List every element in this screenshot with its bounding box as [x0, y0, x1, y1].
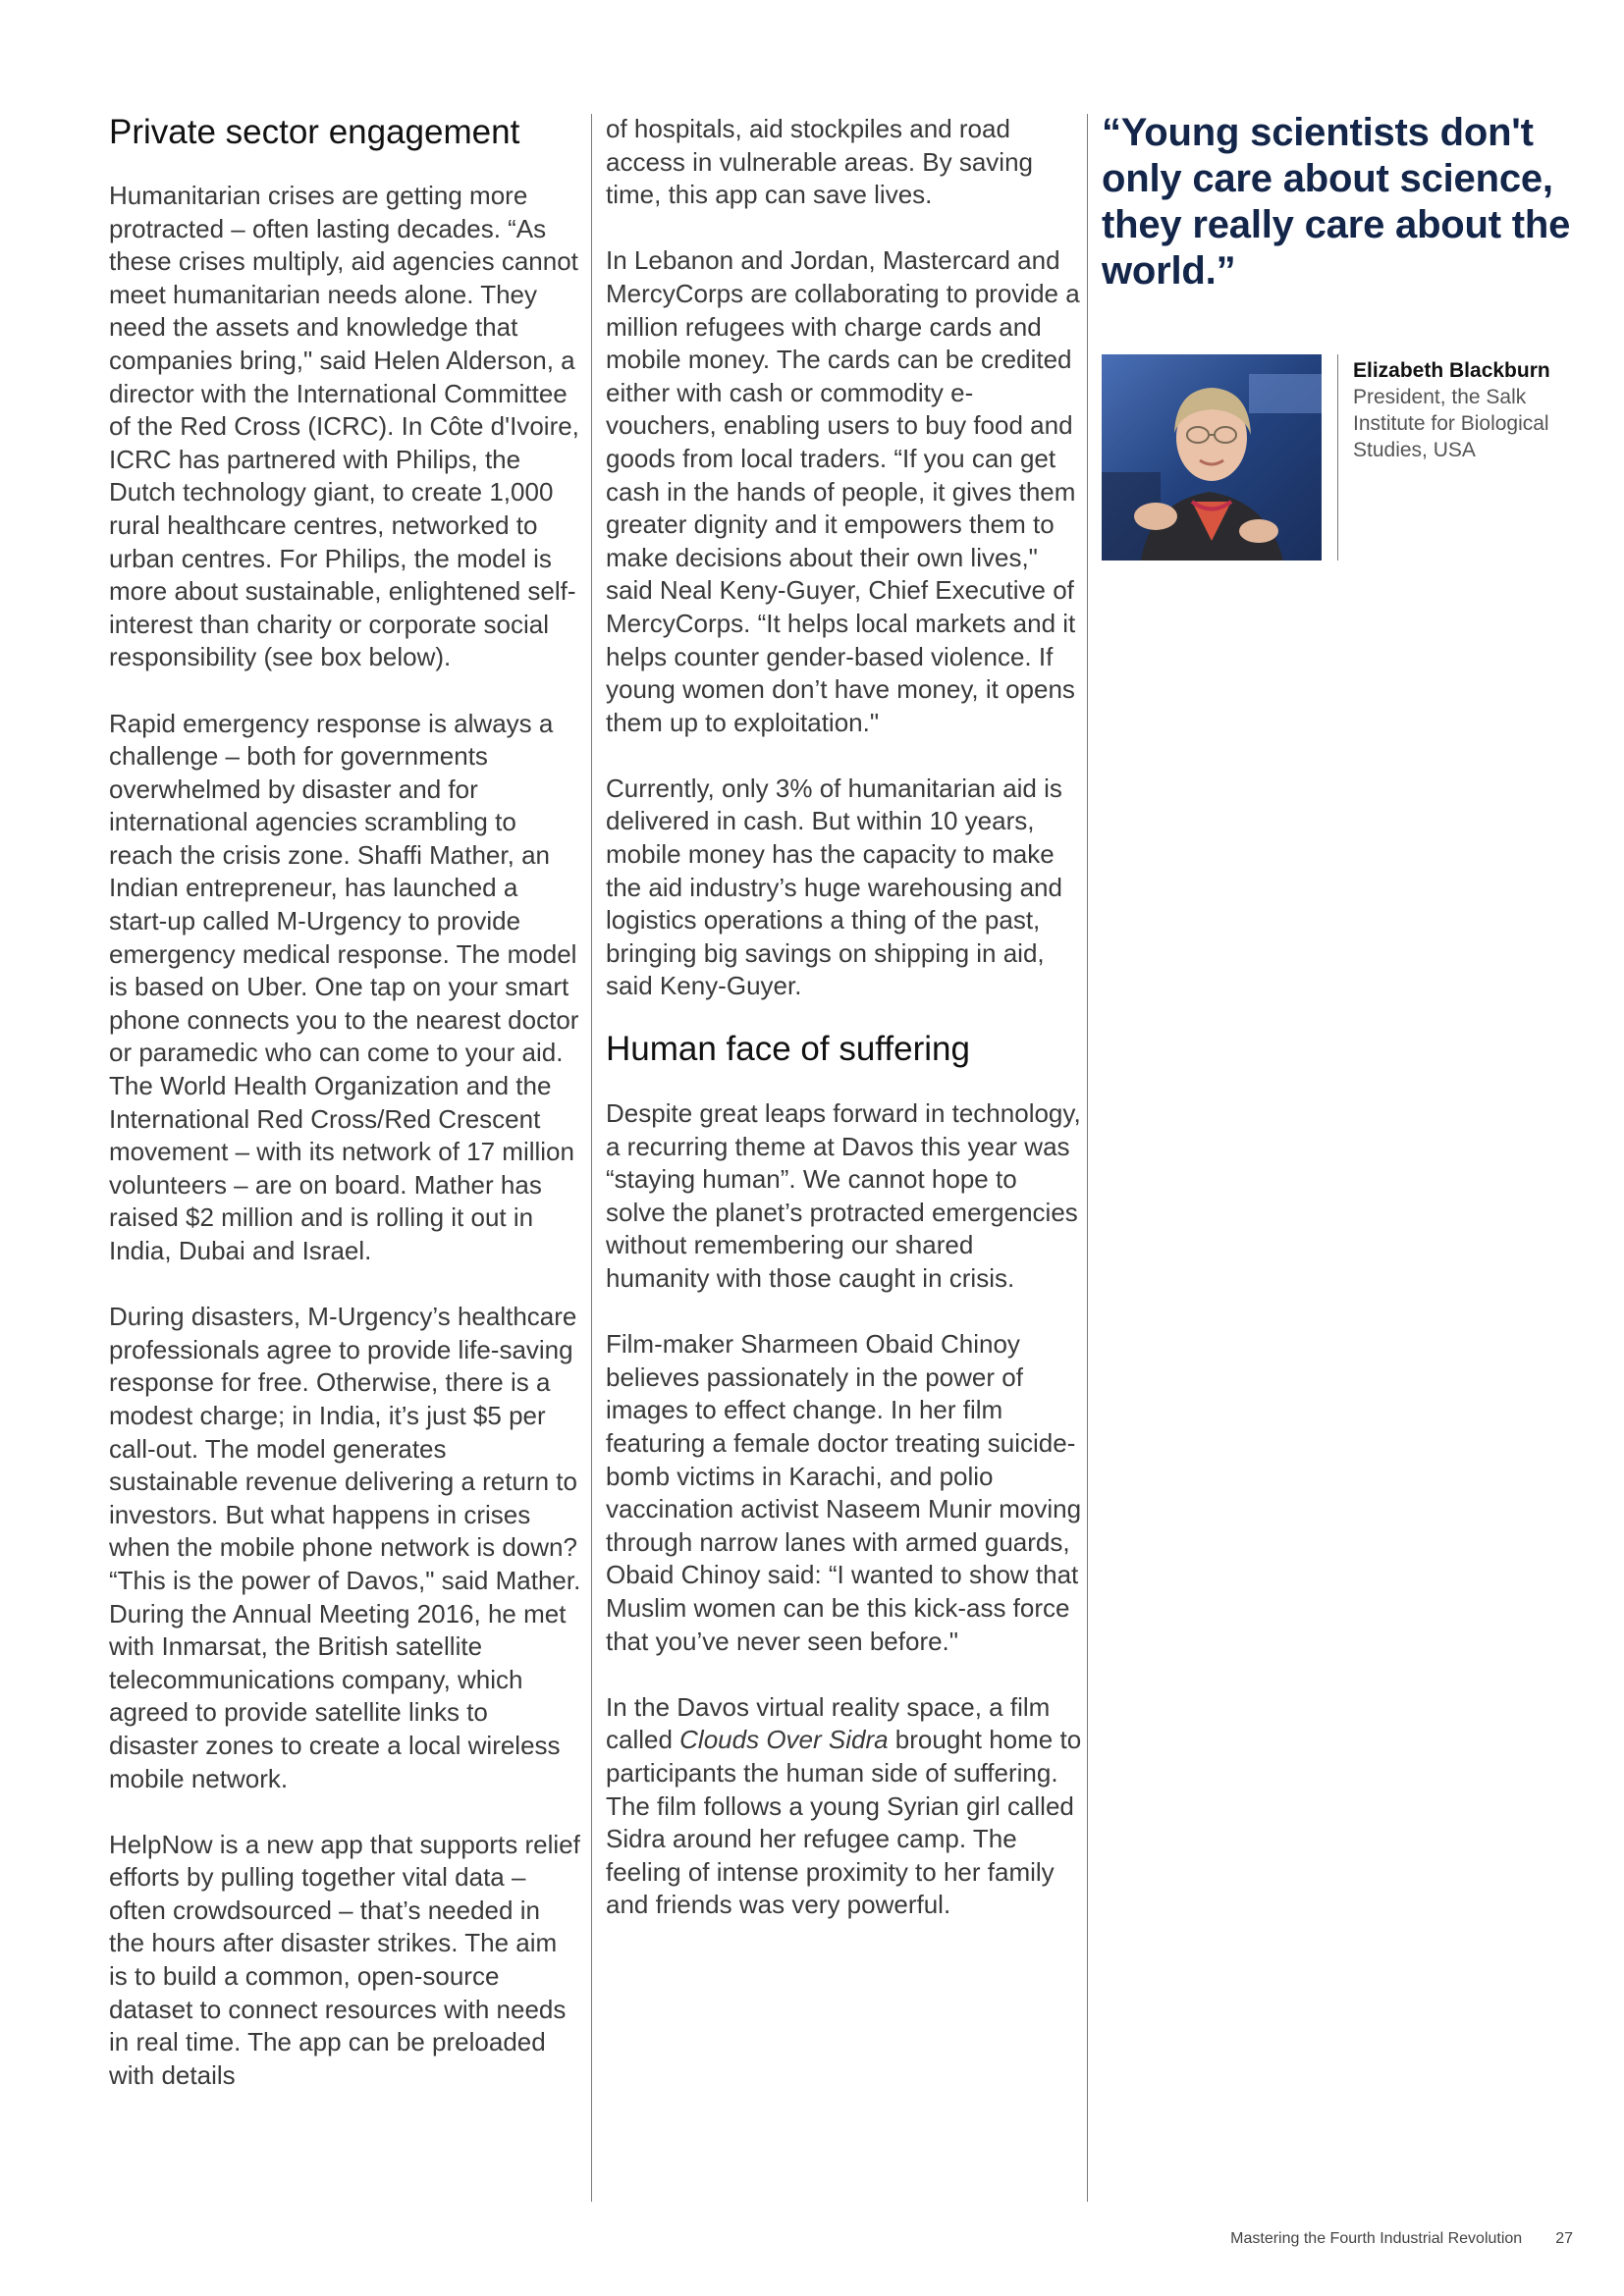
section-heading-human-face: Human face of suffering — [606, 1030, 970, 1069]
paragraph: Humanitarian crises are getting more protracted – often lasting decades. “As these crises multiply, aid agencies cannot meet humanitarian needs alone. They need the assets and knowledge that companies bring," said Helen Alderson, a director with the International Committee of the Red Cross (ICRC). In Côte d'Ivoire, ICRC has partnered with Philips, the Dutch technology giant, to create 1,000 rural healthcare centres, networked to urban centres. For Philips, the model is more about sustainable, enlightened self-interest than charity or corporate social responsibility (see box below). — [109, 181, 579, 672]
speaker-name: Elizabeth Blackburn — [1353, 359, 1550, 382]
page-footer — [1230, 2230, 1573, 2248]
column-divider-2 — [1087, 114, 1088, 2202]
paragraph — [606, 1691, 1082, 1922]
page-number: 27 — [1555, 2230, 1573, 2247]
paragraph: Currently, only 3% of humanitarian aid is delivered in cash. But within 10 years, mobile money has the capacity to make the aid industry’s huge warehousing and logistics operations a thing of the past, bringing big savings on shipping in aid, said Keny-Guyer. — [606, 773, 1062, 1001]
paragraph: Film-maker Sharmeen Obaid Chinoy believes passionately in the power of images to effect change. In her film featuring a female doctor treating suicide-bomb victims in Karachi, and polio vaccination activist Naseem Munir moving through narrow lanes with armed guards, Obaid Chinoy said: “I wanted to show that Muslim women can be this kick-ass force that you’ve never seen before." — [606, 1329, 1082, 1656]
publication-title: Mastering the Fourth Industrial Revolution — [1230, 2230, 1523, 2247]
speaker-divider — [1337, 354, 1338, 561]
pull-quote: “Young scientists don't only care about science, they really care about the world.” — [1102, 111, 1571, 293]
paragraph: Rapid emergency response is always a challenge – both for governments overwhelmed by disaster and for international agencies scrambling to reach the crisis zone. Shaffi Mather, an Indian entrepreneur, has launched a start-up called M-Urgency to provide emergency medical response. The model is based on Uber. One tap on your smart phone connects you to the nearest doctor or paramedic who can come to your aid. The World Health Organization and the International Red Cross/Red Crescent movement – with its network of 17 million volunteers – are on board. Mather has raised $2 million and is rolling it out in India, Dubai and Israel. — [109, 708, 579, 1265]
quote-sidebar — [1102, 110, 1573, 461]
speaker-title: President, the Salk Institute for Biological Studies, USA — [1353, 386, 1549, 461]
film-title: Clouds Over Sidra — [679, 1725, 889, 1755]
paragraph-text: In the Davos virtual reality space, a film called — [606, 1691, 1051, 1755]
paragraph: Despite great leaps forward in technology, a recurring theme at Davos this year was “staying human”. We cannot hope to solve the planet’s protracted emergencies without remembering our shared humanity with those caught in crisis. — [606, 1098, 1081, 1293]
article-column-1 — [109, 110, 582, 2092]
speaker-photo — [1102, 354, 1322, 561]
paragraph: During disasters, M-Urgency’s healthcare professionals agree to provide life-saving response for free. Otherwise, there is a modest charge; in India, it’s just $5 per call-out. The model generates sustainable revenue delivering a return to investors. But what happens in crises when the mobile phone network is down? “This is the power of Davos," said Mather. During the Annual Meeting 2016, he met with Inmarsat, the British satellite telecommunications company, which agreed to provide satellite links to disaster zones to create a local wireless mobile network. — [109, 1302, 581, 1793]
speaker-portrait-image — [1102, 354, 1322, 561]
column-divider-1 — [591, 114, 592, 2202]
speaker-card — [1102, 354, 1573, 561]
paragraph-text: brought home to participants the human side of suffering. The film follows a young Syrian girl called Sidra around her refugee camp. The feeling of intense proximity to her family and friends was very powerful. — [606, 1725, 1082, 1920]
paragraph: HelpNow is a new app that supports relief efforts by pulling together vital data – often crowdsourced – that’s needed in the hours after disaster strikes. The aim is to build a common, open-source dataset to connect resources with needs in real time. The app can be preloaded with details — [109, 1829, 580, 2090]
paragraph: In Lebanon and Jordan, Mastercard and MercyCorps are collaborating to provide a million refugees with charge cards and mobile money. The cards can be credited either with cash or commodity e-vouchers, enabling users to buy food and goods from local traders. “If you can get cash in the hands of people, it gives them greater dignity and it empowers them to make decisions about their own lives," said Neal Keny-Guyer, Chief Executive of MercyCorps. “It helps local markets and it helps counter gender-based violence. If young women don’t have money, it opens them up to exploitation." — [606, 245, 1080, 737]
section-heading-private-sector: Private sector engagement — [109, 113, 520, 151]
speaker-caption — [1353, 358, 1573, 463]
paragraph: of hospitals, aid stockpiles and road access in vulnerable areas. By saving time, this app can save lives. — [606, 114, 1034, 210]
article-column-2 — [606, 110, 1082, 1922]
